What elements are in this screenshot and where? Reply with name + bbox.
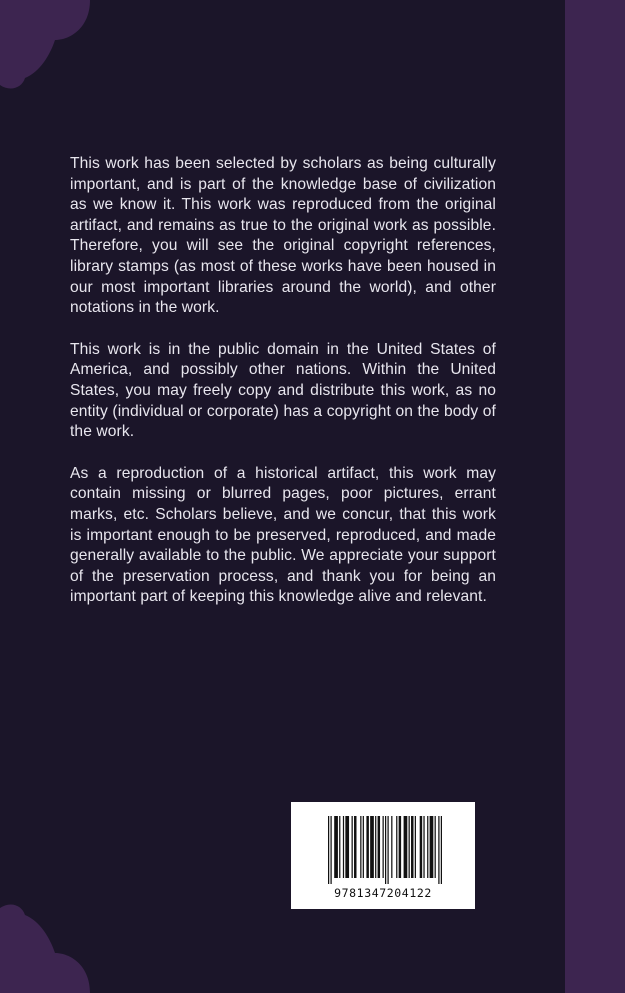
corner-ornament-bottom-icon <box>0 898 95 993</box>
barcode-bar <box>360 816 361 878</box>
barcode-bar <box>438 816 439 884</box>
barcode-bar <box>366 816 368 878</box>
barcode-bar <box>334 816 338 878</box>
barcode-bar <box>399 816 401 878</box>
barcode-bar <box>420 816 422 878</box>
isbn-digits: 9781347204122 <box>334 886 432 900</box>
barcode-bar <box>387 816 388 884</box>
barcode-bar <box>411 816 413 878</box>
isbn-barcode <box>291 802 475 909</box>
barcode-bar <box>375 816 376 878</box>
barcode-bar <box>354 816 356 878</box>
barcode-bar <box>415 816 416 878</box>
barcode-bar <box>423 816 424 878</box>
blurb-paragraph-2: This work is in the public domain in the United States of America, and possibly other nations. Within the United States, you may freely copy and distribute this work, as no entity (individual or corporate) has a copyright on the body of the work. <box>70 340 496 441</box>
barcode-bar <box>409 816 410 878</box>
barcode-bar <box>378 816 380 878</box>
spine-strip <box>565 0 625 993</box>
blurb-paragraph-1: This work has been selected by scholars as being culturally important, and is part of the knowledge base of civilization as we know it. This work was reproduced from the original artifact, and remains as true to the original work as possible. Therefore, you will see the original copyright references, library stamps (as most of these works have been housed in our most important libraries around the world), and other notations in the work. <box>70 155 496 317</box>
barcode-bar <box>385 816 386 884</box>
barcode-bar <box>370 816 374 878</box>
barcode-bar <box>441 816 442 884</box>
barcode-bar <box>343 816 344 878</box>
barcode-bar <box>345 816 349 878</box>
barcode-bar <box>404 816 408 878</box>
barcode-bar <box>391 816 392 878</box>
barcode-bar <box>396 816 397 878</box>
barcode-bar <box>339 816 340 878</box>
blurb-paragraph-3: As a reproduction of a historical artifact, this work may contain missing or blurred pages, poor pictures, errant marks, etc. Scholars believe, and we concur, that this work is important enough to be preserved, reproduced, and made generally available to the public. We appreciate your support of the preservation process, and thank you for being an important part of keeping this knowledge alive and relevant. <box>70 464 496 606</box>
barcode-bar <box>352 816 353 878</box>
barcode-bar <box>383 816 384 878</box>
barcode-icon <box>328 816 442 884</box>
barcode-bar <box>435 816 436 878</box>
barcode-bar <box>363 816 364 878</box>
barcode-bar <box>430 816 434 878</box>
barcode-bar <box>328 816 329 884</box>
barcode-bar <box>330 816 331 884</box>
corner-ornament-top-icon <box>0 0 95 95</box>
barcode-bar <box>427 816 428 878</box>
back-cover-blurb <box>70 154 496 629</box>
